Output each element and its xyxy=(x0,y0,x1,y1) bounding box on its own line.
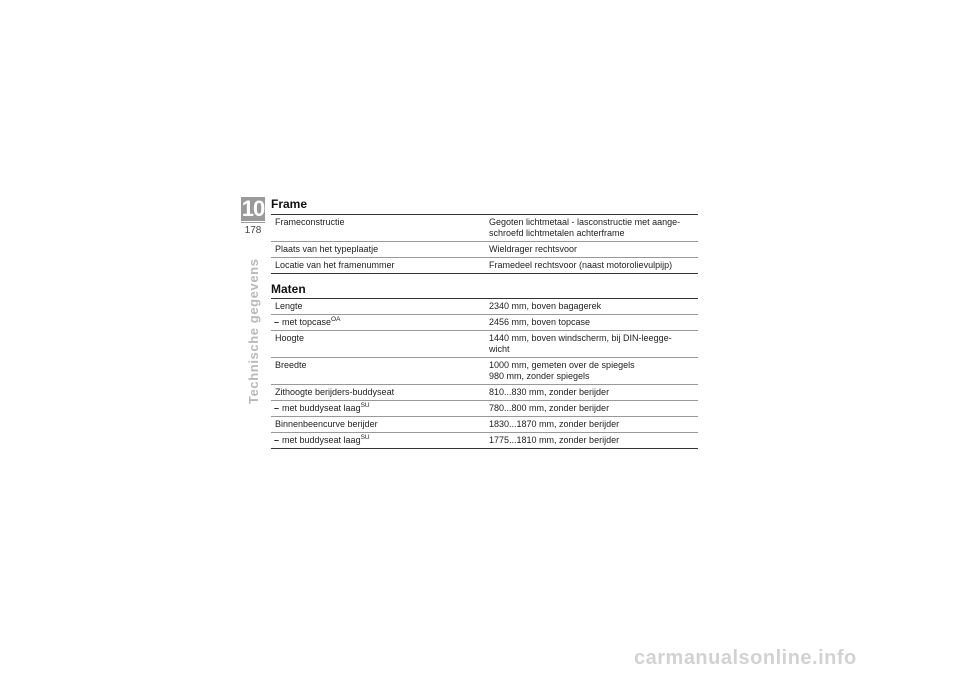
table-row xyxy=(271,401,698,417)
spec-value xyxy=(485,299,698,315)
spec-value-line: schroefd lichtmetalen achterframe xyxy=(489,228,625,238)
spec-label xyxy=(271,401,485,417)
spec-label-text: Plaats van het typeplaatje xyxy=(275,244,379,254)
maten-spec-table xyxy=(271,298,698,449)
spec-label-text: Breedte xyxy=(275,360,307,370)
section-heading-frame: Frame xyxy=(271,197,308,211)
spec-value-line: 2340 mm, boven bagagerek xyxy=(489,301,602,311)
spec-label-text: Binnenbeencurve berijder xyxy=(275,419,378,429)
option-code: SU xyxy=(360,402,370,409)
spec-label-text: Frameconstructie xyxy=(275,217,345,227)
spec-value-line: Gegoten lichtmetaal - lasconstructie met aange- xyxy=(489,217,681,227)
spec-label-text: Lengte xyxy=(275,301,303,311)
spec-value-line: 1440 mm, boven windscherm, bij DIN-leegge- xyxy=(489,333,672,343)
chapter-divider xyxy=(241,222,265,223)
spec-value-line: 780...800 mm, zonder berijder xyxy=(489,403,610,413)
spec-label-text: Hoogte xyxy=(275,333,305,343)
sub-item-dash: – xyxy=(274,317,280,327)
section-heading-maten: Maten xyxy=(271,282,306,296)
table-row xyxy=(271,258,698,274)
spec-label xyxy=(271,385,485,401)
table-row xyxy=(271,315,698,331)
spec-label xyxy=(271,258,485,274)
spec-label-text: met buddyseat laag xyxy=(282,435,361,445)
option-code: OA xyxy=(331,316,341,323)
spec-value xyxy=(485,242,698,258)
spec-value-line: Framedeel rechtsvoor (naast motorolievulpijp) xyxy=(489,260,673,270)
spec-value-line: 980 mm, zonder spiegels xyxy=(489,371,590,381)
spec-value xyxy=(485,385,698,401)
spec-label xyxy=(271,315,485,331)
table-row xyxy=(271,417,698,433)
spec-label-text: Locatie van het framenummer xyxy=(275,260,395,270)
spec-label xyxy=(271,242,485,258)
option-code: SU xyxy=(360,434,370,441)
chapter-number: 10 xyxy=(241,196,265,221)
spec-value-line: 1775...1810 mm, zonder berijder xyxy=(489,435,620,445)
spec-value xyxy=(485,417,698,433)
spec-value-line: 810...830 mm, zonder berijder xyxy=(489,387,610,397)
spec-label xyxy=(271,433,485,449)
spec-label-text: met topcase xyxy=(282,317,332,327)
spec-label xyxy=(271,331,485,358)
table-row xyxy=(271,331,698,358)
spec-value-line: wicht xyxy=(489,344,510,354)
spec-label-text: met buddyseat laag xyxy=(282,403,361,413)
spec-value-line: 1000 mm, gemeten over de spiegels xyxy=(489,360,635,370)
table-row xyxy=(271,242,698,258)
spec-label-text: Zithoogte berijders-buddyseat xyxy=(275,387,395,397)
table-row xyxy=(271,215,698,242)
spec-value xyxy=(485,215,698,242)
spec-value xyxy=(485,258,698,274)
spec-value-line: 2456 mm, boven topcase xyxy=(489,317,591,327)
frame-spec-table xyxy=(271,214,698,274)
watermark: carmanualsonline.info xyxy=(634,647,857,669)
table-row xyxy=(271,385,698,401)
sub-item-dash: – xyxy=(274,435,280,445)
spec-label xyxy=(271,215,485,242)
spec-label xyxy=(271,299,485,315)
chapter-title: Technische gegevens xyxy=(246,258,261,404)
table-row xyxy=(271,358,698,385)
spec-value xyxy=(485,433,698,449)
spec-value-line: 1830...1870 mm, zonder berijder xyxy=(489,419,620,429)
spec-value xyxy=(485,315,698,331)
spec-label xyxy=(271,358,485,385)
spec-value-line: Wieldrager rechtsvoor xyxy=(489,244,578,254)
spec-value xyxy=(485,358,698,385)
chapter-marker xyxy=(241,197,265,236)
sub-item-dash: – xyxy=(274,403,280,413)
spec-value xyxy=(485,331,698,358)
page-number: 178 xyxy=(244,225,262,236)
spec-value xyxy=(485,401,698,417)
table-row xyxy=(271,433,698,449)
table-row xyxy=(271,299,698,315)
spec-label xyxy=(271,417,485,433)
